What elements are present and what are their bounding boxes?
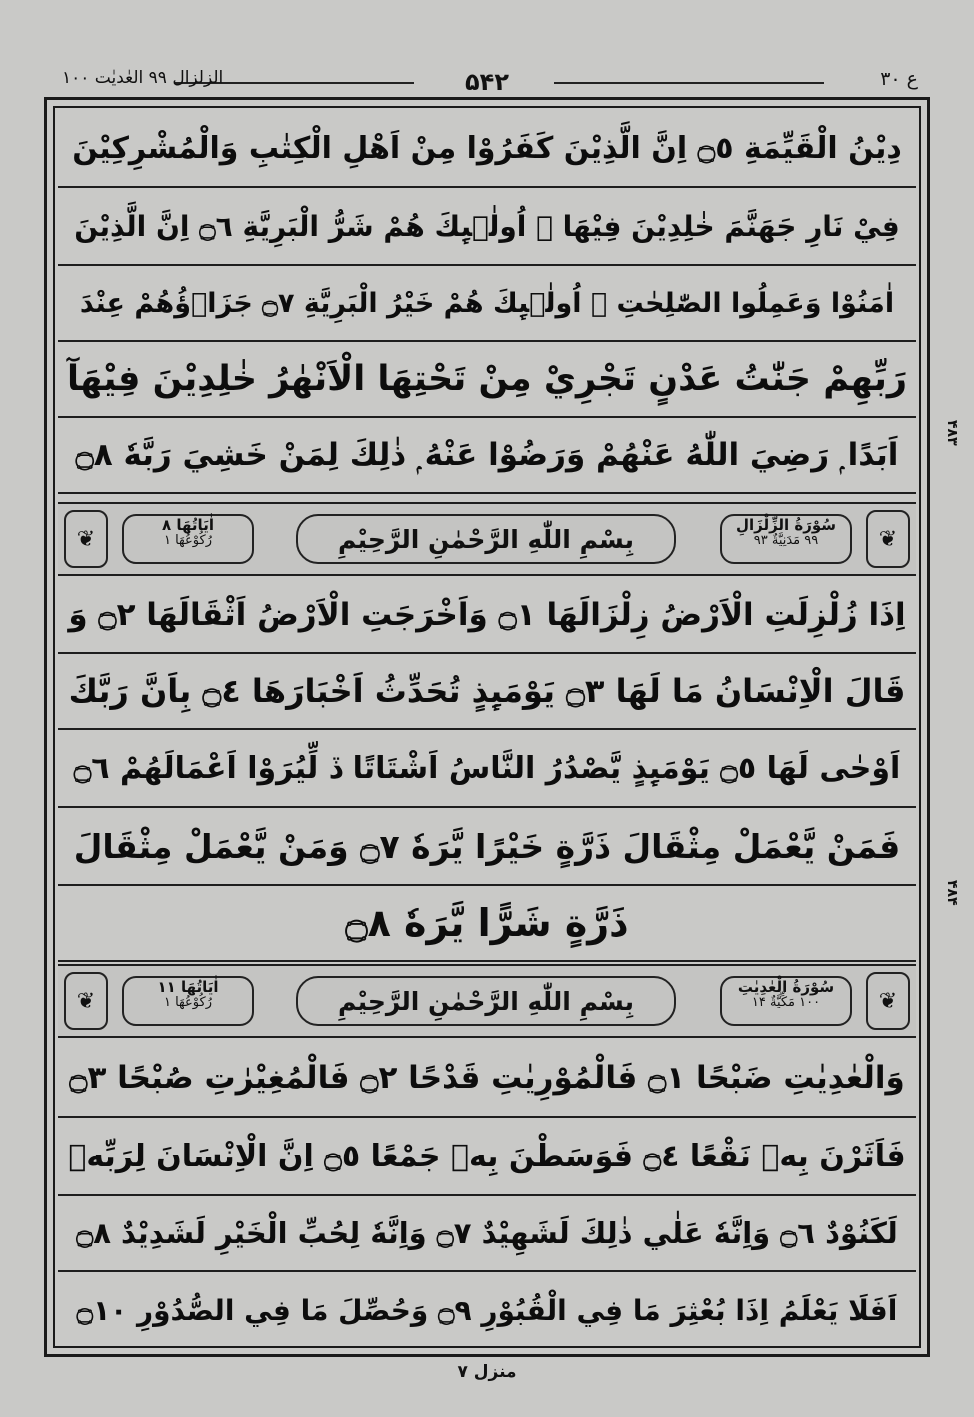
text-line <box>58 342 916 418</box>
ornament-icon: ❦ <box>866 510 910 568</box>
margin-note: ۴۸۳ <box>944 420 960 446</box>
ornament-icon: ❦ <box>64 510 108 568</box>
text-line <box>58 886 916 962</box>
bismillah: بِسْمِ اللّٰهِ الرَّحْمٰنِ الرَّحِيْمِ <box>296 514 676 564</box>
ruku-count: رُكُوْعُهَا ۱ <box>163 995 212 1010</box>
verse-text: اَبَدًا ۭ رَضِيَ اللّٰهُ عَنْهُمْ وَرَضُوْا عَنْهُ ۭ ذٰلِكَ لِمَنْ خَشِيَ رَبَّهٗ ۝٨ <box>75 436 899 473</box>
ayat-ruku-cartouche <box>122 514 254 564</box>
bismillah: بِسْمِ اللّٰهِ الرَّحْمٰنِ الرَّحِيْمِ <box>296 976 676 1026</box>
page-header <box>44 66 930 96</box>
surah-name: سُوْرَةُ الْعٰدِيٰتِ <box>737 978 835 996</box>
surah-header-band <box>58 964 916 1038</box>
verse-text: قَالَ الْاِنْسَانُ مَا لَهَا ۝٣ يَوْمَىِٕذٍ تُحَدِّثُ اَخْبَارَهَا ۝٤ بِاَنَّ رَبَّكَ <box>68 672 906 710</box>
text-line <box>58 578 916 654</box>
surah-name: سُوْرَةُ الزِّلْزَالِ <box>735 516 837 534</box>
surah-info: ۱۰۰ مَكِّيَّةٌ ۱۴ <box>751 995 821 1010</box>
text-line <box>58 266 916 342</box>
page-number: ۵۴۲ <box>465 68 509 96</box>
verse-text: وَالْعٰدِيٰتِ ضَبْحًا ۝١ فَالْمُوْرِيٰتِ قَدْحًا ۝٢ فَالْمُغِيْرٰتِ صُبْحًا ۝٣ <box>69 1060 905 1096</box>
surah-name-cartouche <box>720 514 852 564</box>
manzil-footer: منزل ۷ <box>457 1362 517 1382</box>
text-line <box>58 1272 916 1348</box>
verse-text: ذَرَّةٍ شَرًّا يَّرَهٗ ۝٨ <box>345 901 629 945</box>
verse-text: فَمَنْ يَّعْمَلْ مِثْقَالَ ذَرَّةٍ خَيْرًا يَّرَهٗ ۝٧ وَمَنْ يَّعْمَلْ مِثْقَالَ <box>73 826 901 866</box>
verse-text: لَكَنُوْدٌ ۝٦ وَاِنَّهٗ عَلٰي ذٰلِكَ لَشَهِيْدٌ ۝٧ وَاِنَّهٗ لِحُبِّ الْخَيْرِ لَشَدِيْدٌ ۝٨ <box>76 1216 898 1250</box>
ayat-count: اٰيَاتُهَا ۱۱ <box>157 978 219 996</box>
verse-text: اِذَا زُلْزِلَتِ الْاَرْضُ زِلْزَالَهَا ۝١ وَاَخْرَجَتِ الْاَرْضُ اَثْقَالَهَا ۝٢ وَ <box>68 597 906 633</box>
verse-text: اَوْحٰى لَهَا ۝٥ يَوْمَىِٕذٍ يَّصْدُرُ النَّاسُ اَشْتَاتًا ڏ لِّيُرَوْا اَعْمَالَهُمْ ۝٦ <box>73 750 901 786</box>
verse-text: فِيْ نَارِ جَهَنَّمَ خٰلِدِيْنَ فِيْهَا ۭ اُولٰۗىِٕكَ هُمْ شَرُّ الْبَرِيَّةِ ۝٦ اِنَّ الَّذِيْنَ <box>74 209 900 243</box>
text-line <box>58 418 916 494</box>
verse-text: رَبِّهِمْ جَنّٰتُ عَدْنٍ تَجْرِيْ مِنْ تَحْتِهَا الْاَنْهٰرُ خٰلِدِيْنَ فِيْهَآ <box>66 359 908 399</box>
surah-marker: الزلزال ۹۹ العٰدیٰت ۱۰۰ <box>62 68 224 88</box>
text-line <box>58 730 916 808</box>
surah-info: ۹۹ مَدَنِيَّةٌ ۹۳ <box>753 533 819 548</box>
text-line <box>58 1040 916 1118</box>
ruku-count: رُكُوْعُهَا ۱ <box>163 533 212 548</box>
text-line <box>58 1118 916 1196</box>
surah-header-band <box>58 502 916 576</box>
ruku-label: ع ۳۰ <box>880 68 918 90</box>
verse-text: فَاَثَرْنَ بِهٖ نَقْعًا ۝٤ فَوَسَطْنَ بِهٖ جَمْعًا ۝٥ اِنَّ الْاِنْسَانَ لِرَبِّهٖ <box>68 1138 906 1174</box>
margin-note: ۴۸۴ <box>944 880 960 906</box>
ayat-ruku-cartouche <box>122 976 254 1026</box>
ornament-icon: ❦ <box>64 972 108 1030</box>
text-line <box>58 110 916 188</box>
verse-text: اٰمَنُوْا وَعَمِلُوا الصّٰلِحٰتِ ۙ اُولٰۗىِٕكَ هُمْ خَيْرُ الْبَرِيَّةِ ۝٧ جَزَاۗؤُهُمْ عِنْدَ <box>79 287 895 319</box>
surah-name-cartouche <box>720 976 852 1026</box>
verse-text: اَفَلَا يَعْلَمُ اِذَا بُعْثِرَ مَا فِي الْقُبُوْرِ ۝٩ وَحُصِّلَ مَا فِي الصُّدُوْرِ ۝١٠ <box>76 1293 898 1327</box>
text-line <box>58 188 916 266</box>
text-line <box>58 1196 916 1272</box>
text-line <box>58 808 916 886</box>
verse-text: دِيْنُ الْقَيِّمَةِ ۝٥ اِنَّ الَّذِيْنَ كَفَرُوْا مِنْ اَهْلِ الْكِتٰبِ وَالْمُشْرِكِيْنَ <box>72 130 902 166</box>
ayat-count: اٰيَاتُهَا ۸ <box>162 516 214 534</box>
text-line <box>58 654 916 730</box>
ornament-icon: ❦ <box>866 972 910 1030</box>
